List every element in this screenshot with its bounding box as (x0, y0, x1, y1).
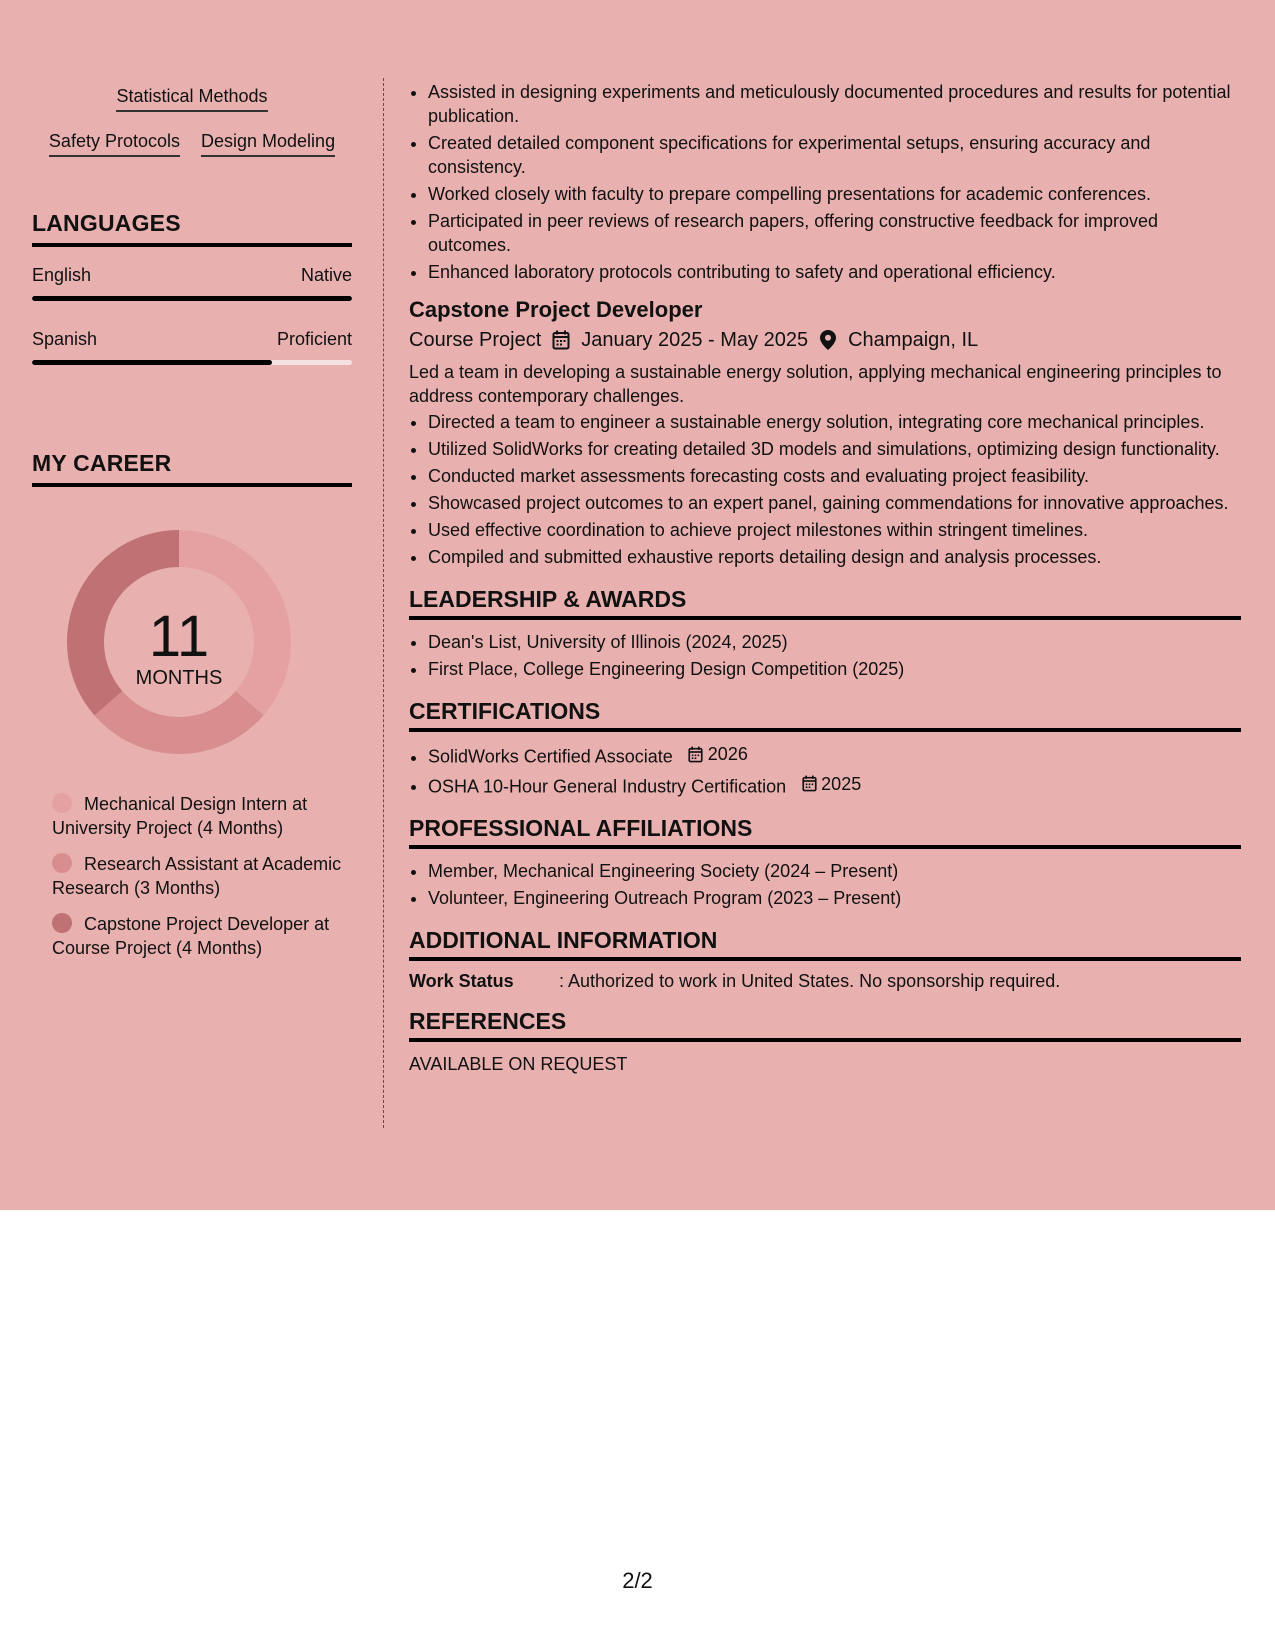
language-level: Native (300, 265, 352, 285)
calendar-icon (551, 330, 571, 350)
bullet-item: • Worked closely with faculty to prepare compelling presentations for academic conferences. (428, 182, 1241, 206)
certification-name: SolidWorks Certified Associate (428, 746, 673, 767)
job-meta (409, 328, 1241, 352)
certification-year: 2025 (821, 773, 862, 794)
affiliation-item: • Member, Mechanical Engineering Society (2024 – Present) (428, 859, 1241, 883)
affiliation-item: • Volunteer, Engineering Outreach Program (2023 – Present) (428, 886, 1241, 910)
career-section (32, 450, 352, 487)
languages-title: LANGUAGES (32, 210, 352, 247)
career-legend-label: Mechanical Design Intern at University Project (4 Months) (52, 794, 308, 838)
calendar-icon (801, 775, 817, 793)
leadership-title: LEADERSHIP & AWARDS (409, 587, 1241, 620)
skills-row-1 (32, 86, 352, 112)
skills-row-2 (32, 131, 352, 157)
work-status-value: : Authorized to work in United States. No sponsorship required. (559, 971, 1061, 991)
capstone-bullets (409, 410, 1241, 569)
certifications-title: CERTIFICATIONS (409, 699, 1241, 732)
career-total-unit: MONTHS (135, 667, 223, 689)
bullet-item: • Used effective coordination to achieve project milestones within stringent timelines. (428, 518, 1241, 542)
career-donut-chart (66, 529, 292, 755)
job-title: Capstone Project Developer (409, 297, 703, 322)
bullet-item: • Participated in peer reviews of research papers, offering constructive feedback for improved outcomes. (428, 209, 1241, 257)
career-title: MY CAREER (32, 450, 352, 487)
donut-segment (94, 691, 263, 754)
bullet-item: • Conducted market assessments forecasting costs and evaluating project feasibility. (428, 464, 1241, 488)
award-item: • First Place, College Engineering Design Competition (2025) (428, 657, 1241, 681)
references-text: AVAILABLE ON REQUEST (409, 1054, 628, 1074)
skill-tag: Safety Protocols (49, 131, 180, 157)
references-title: REFERENCES (409, 1009, 1241, 1042)
career-legend-item (32, 792, 352, 840)
languages-section (32, 210, 352, 365)
certification-item (428, 742, 1241, 769)
page-number: 2/2 (622, 1568, 653, 1593)
career-legend-label: Capstone Project Developer at Course Project (4 Months) (52, 914, 330, 958)
location-pin-icon (818, 330, 838, 350)
bullet-item: • Directed a team to engineer a sustainable energy solution, integrating core mechanical principles. (428, 410, 1241, 434)
language-proficiency-fill (32, 360, 272, 365)
work-status-label: Work Status (409, 971, 514, 991)
job-location: Champaign, IL (848, 329, 979, 351)
certification-item (428, 772, 1241, 799)
skill-tag: Design Modeling (201, 131, 335, 157)
language-name: English (32, 265, 92, 285)
bullet-item: • Enhanced laboratory protocols contributing to safety and operational efficiency. (428, 260, 1241, 284)
company-name: Course Project (409, 329, 542, 351)
certification-year: 2026 (707, 744, 748, 764)
capstone-entry (409, 296, 1241, 569)
language-proficiency-fill (32, 296, 352, 301)
language-item (32, 265, 352, 301)
bullet-item: • Showcased project outcomes to an expert panel, gaining commendations for innovative approaches. (428, 491, 1241, 515)
column-divider (383, 78, 384, 1128)
legend-dot (52, 853, 72, 873)
career-legend (32, 792, 352, 972)
bullet-item: • Assisted in designing experiments and meticulously documented procedures and results for potential publication. (428, 80, 1241, 128)
calendar-icon (688, 745, 704, 763)
leadership-section (409, 587, 1241, 681)
language-name: Spanish (32, 329, 98, 349)
right-column (409, 0, 1241, 1076)
skill-tag: Statistical Methods (116, 86, 267, 112)
job-summary: Led a team in developing a sustainable energy solution, applying mechanical engineering principles to address contemporary challenges. (409, 362, 1222, 406)
certification-name: OSHA 10-Hour General Industry Certification (428, 776, 787, 796)
job-dates: January 2025 - May 2025 (581, 329, 809, 351)
references-section (409, 1009, 1241, 1076)
affiliations-section (409, 816, 1241, 910)
career-legend-label: Research Assistant at Academic Research (3 Months) (52, 854, 342, 898)
legend-dot (52, 793, 72, 813)
career-total-value: 11 (148, 604, 210, 669)
legend-dot (52, 913, 72, 933)
certifications-section (409, 699, 1241, 798)
bullet-item: • Utilized SolidWorks for creating detailed 3D models and simulations, optimizing design functionality. (428, 437, 1241, 461)
award-item: • Dean's List, University of Illinois (2024, 2025) (428, 630, 1241, 654)
experience-continued-bullets (409, 80, 1241, 284)
language-level: Proficient (276, 329, 352, 349)
bullet-item: • Created detailed component specifications for experimental setups, ensuring accuracy and consistency. (428, 131, 1241, 179)
language-proficiency-bar (32, 296, 352, 301)
bullet-item: • Compiled and submitted exhaustive reports detailing design and analysis processes. (428, 545, 1241, 569)
additional-info-section (409, 928, 1241, 993)
language-item (32, 329, 352, 365)
language-proficiency-bar (32, 360, 352, 365)
work-status-row (409, 969, 1241, 993)
career-legend-item (32, 852, 352, 900)
affiliations-title: PROFESSIONAL AFFILIATIONS (409, 816, 1241, 849)
additional-info-title: ADDITIONAL INFORMATION (409, 928, 1241, 961)
career-legend-item (32, 912, 352, 960)
